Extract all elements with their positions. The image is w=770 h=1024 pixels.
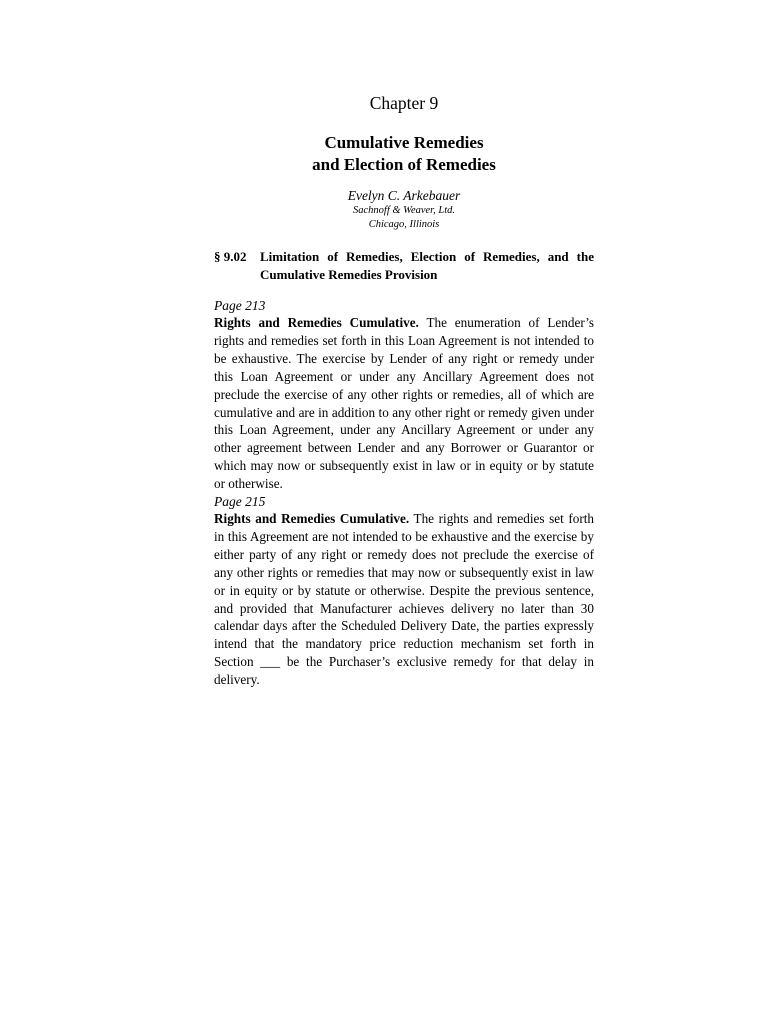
excerpt-lead: Rights and Remedies Cumulative.	[214, 315, 419, 330]
section-number: § 9.02	[214, 249, 247, 264]
chapter-title	[214, 132, 594, 176]
section-header	[214, 248, 594, 284]
author-location: Chicago, Illinois	[368, 219, 440, 230]
excerpt-paragraph	[214, 314, 594, 493]
excerpt-text: The enumeration of Lender’s rights and remedies set forth in this Loan Agreement is not intended to be exhaustive. The exercise by Lender of any right or remedy under this Loan Agreement or under any Ancillary Agreement does not preclude the exercise of any other rights or remedies, all of which are cumulative and are in addition to any other right or remedy given under this Loan Agreement, under any Ancillary Agreement or under any other agreement between Lender and any Borrower or Guarantor or which may now or subsequently exist in law or in equity or by statute or otherwise.	[214, 315, 595, 492]
excerpt-page-number: Page 213	[214, 298, 266, 313]
excerpt-paragraph	[214, 510, 594, 689]
excerpt-lead: Rights and Remedies Cumulative.	[214, 511, 410, 526]
chapter-label: Chapter 9	[369, 93, 439, 113]
section-heading: Limitation of Remedies, Election of Remedies, and the Cumulative Remedies Provision	[260, 249, 594, 282]
chapter-title-line-1: Cumulative Remedies	[324, 133, 484, 152]
author-name: Evelyn C. Arkebauer	[347, 188, 461, 203]
chapter-title-line-2: and Election of Remedies	[312, 155, 496, 174]
author-firm: Sachnoff & Weaver, Ltd.	[353, 205, 455, 216]
excerpt-text: The rights and remedies set forth in this Agreement are not intended to be exhaustive and the exercise by either party of any right or remedy does not preclude the exercise of any other rights or remedies that may now or subsequently exist in law or in equity or by statute or otherwise. Despite the previous sentence, and provided that Manufacturer achieves delivery no later than 30 calendar days after the Scheduled Delivery Date, the parties expressly intend that the mandatory price reduction mechanism set forth in Section ___ be the Purchaser’s exclusive remedy for that delay in delivery.	[214, 511, 595, 688]
excerpt-page-number: Page 215	[214, 494, 266, 509]
